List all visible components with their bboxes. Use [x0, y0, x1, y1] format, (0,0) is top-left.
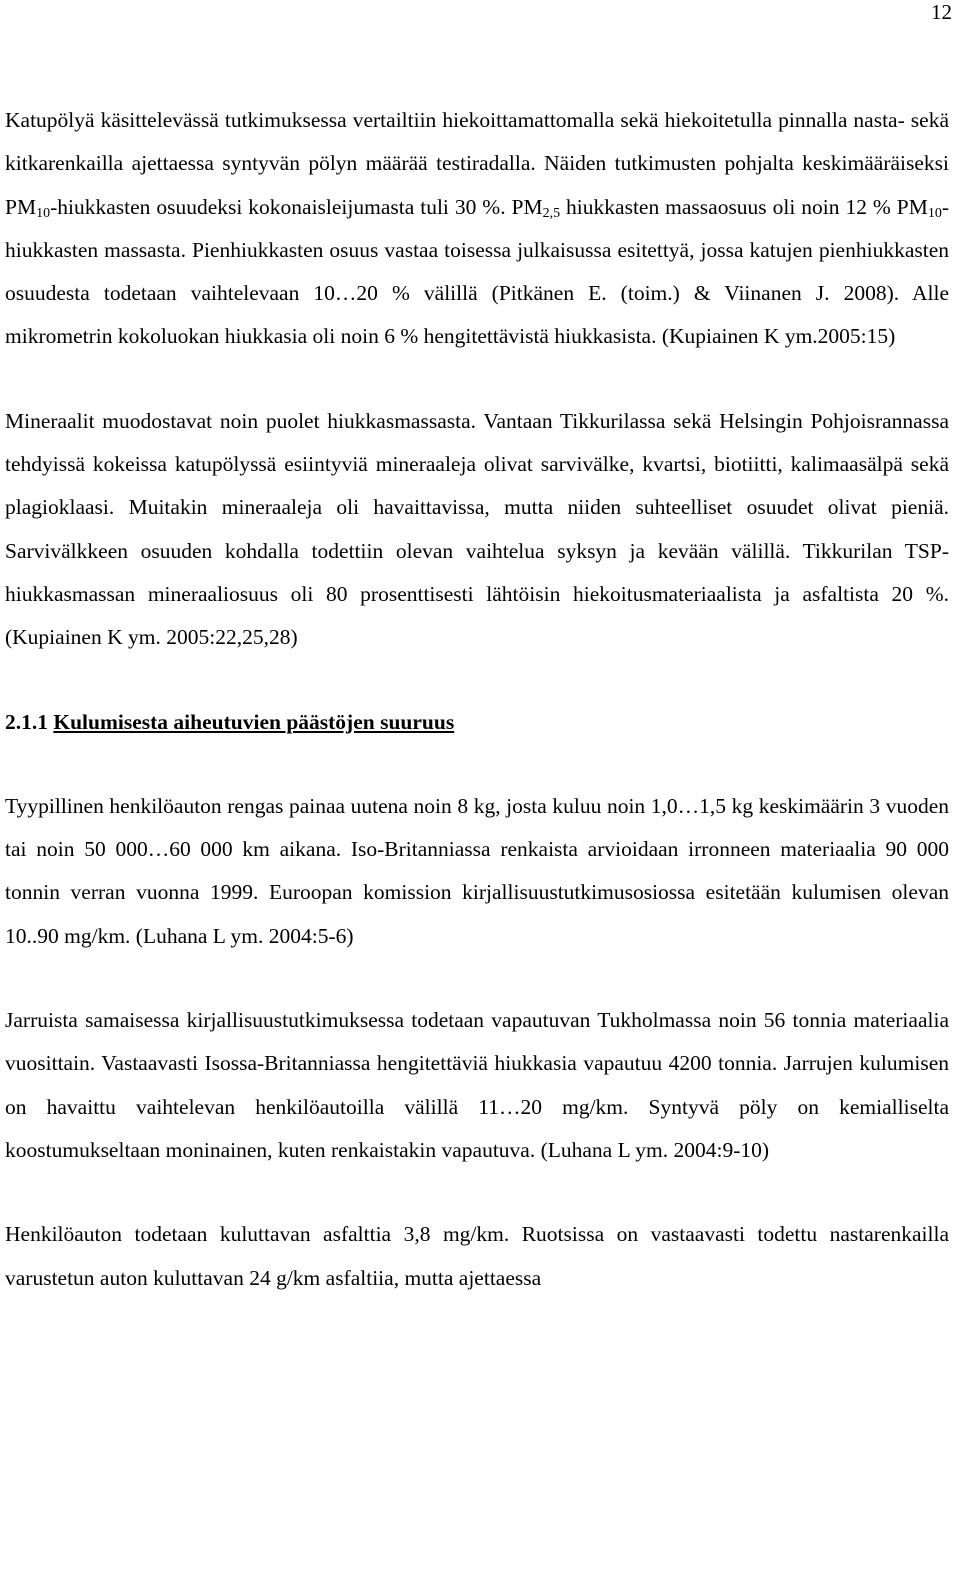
paragraph-text: -hiukkasten osuudeksi kokonaisleijumasta tuli 30 %. PM [50, 194, 543, 219]
paragraph-street-dust-study [5, 99, 949, 359]
subscript: 10 [927, 205, 942, 221]
section-heading [5, 701, 949, 744]
paragraph-brake-wear: Jarruista samaisessa kirjallisuustutkimuksessa todetaan vapautuvan Tukholmassa noin 56 tonnia materiaalia vuosittain. Vastaavasti Isossa-Britanniassa hengitettäviä hiukkasia vapautuu 4200 tonnia. Jarrujen kulumisen on havaittu vaihtelevan henkilöautoilla välillä 11…20 mg/km. Syntyvä pöly on kemialliselta koostumukseltaan moninainen, kuten renkaistakin vapautuva. (Luhana L ym. 2004:9-10) [5, 1008, 949, 1162]
paragraph-text: hiukkasten massaosuus oli noin 12 % PM [560, 194, 928, 219]
subscript: 2,5 [542, 205, 561, 221]
section-number: 2.1.1 [5, 709, 48, 734]
paragraph-minerals: Mineraalit muodostavat noin puolet hiukkasmassasta. Vantaan Tikkurilassa sekä Helsingin Pohjoisrannassa tehdyissä kokeissa katupölyssä esiintyviä mineraaleja olivat sarvivälke, kvartsi, biotiitti, kalimaasälpä sekä plagioklaasi. Muitakin mineraaleja oli havaittavissa, mutta niiden suhteelliset osuudet olivat pieniä. Sarvivälkkeen osuuden kohdalla todettiin olevan vaihtelua syksyn ja kevään välillä. Tikkurilan TSP-hiukkasmassan mineraaliosuus oli 80 prosenttisesti lähtöisin hiekoitusmateriaalista ja asfaltista 20 %. (Kupiainen K ym. 2005:22,25,28) [5, 408, 949, 650]
paragraph-text: -hiukkasten massasta. Pienhiukkasten osuus vastaa toisessa julkaisussa esitettyä, jossa katujen pienhiukkasten osuudesta todetaan vaihtelevaan 10…20 % välillä (Pitkänen E. (toim.) & Viinanen J. 2008). Alle mikrometrin kokoluokan hiukkasia oli noin 6 % hengitettävistä hiukkasista. (Kupiainen K ym.2005:15) [5, 194, 949, 349]
subscript: 10 [36, 205, 51, 221]
paragraph-asphalt-wear: Henkilöauton todetaan kuluttavan asfalttia 3,8 mg/km. Ruotsissa on vastaavasti todettu nastarenkailla varustetun auton kuluttavan 24 g/km asfaltiia, mutta ajettaessa [5, 1222, 949, 1290]
paragraph-tyre-wear: Tyypillinen henkilöauton rengas painaa uutena noin 8 kg, josta kuluu noin 1,0…1,5 kg keskimäärin 3 vuoden tai noin 50 000…60 000 km aikana. Iso-Britanniassa renkaista arvioidaan irronneen materiaalia 90 000 tonnin verran vuonna 1999. Euroopan komission kirjallisuustutkimusosiossa esitetään kulumisen olevan 10..90 mg/km. (Luhana L ym. 2004:5-6) [5, 793, 949, 948]
page-number: 12 [931, 0, 952, 24]
section-title: Kulumisesta aiheutuvien päästöjen suuruus [53, 709, 455, 734]
paragraph-text: Katupölyä käsittelevässä tutkimuksessa vertailtiin hiekoittamattomalla sekä hiekoitetulla pinnalla nasta- sekä kitkarenkailla ajettaessa syntyvän pölyn määrää testiradalla. Näiden tutkimusten pohjalta keskimääräiseksi PM [5, 108, 949, 219]
document-body [5, 99, 949, 1300]
